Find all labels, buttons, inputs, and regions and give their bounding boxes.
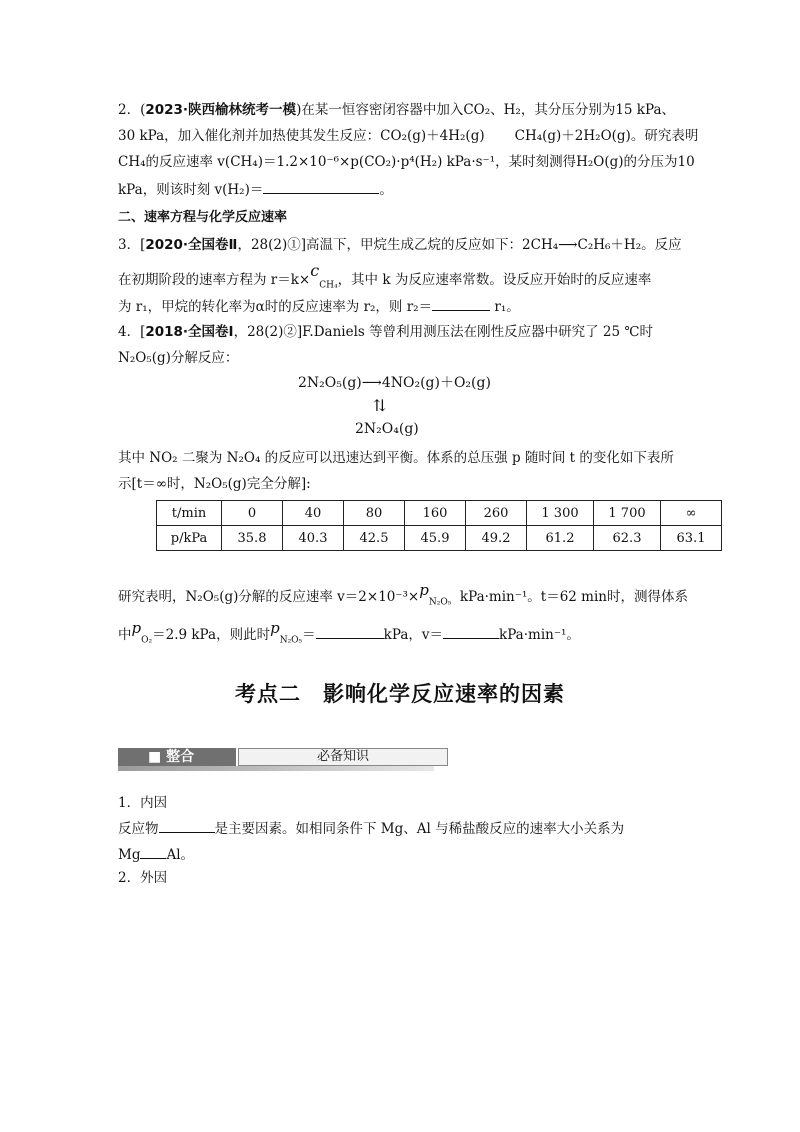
q3-text-2a: 在初期阶段的速率方程为 r＝k× [118,272,311,288]
q3-line-2 [118,261,652,296]
q4-source: 2018·全国卷Ⅰ [145,324,234,340]
q4-line-4: 示[t＝∞时，N₂O₅(g)完全分解]: [118,476,311,492]
q2-source: 2023·陕西榆林统考一模 [145,102,297,118]
item-1-line-2 [118,818,624,839]
q4-text-1: ，28(2)②]F.Daniels 等曾利用测压法在刚性反应器中研究了 25 ℃时 [233,324,653,340]
q2-line-2 [118,126,698,146]
c-symbol: c [310,261,320,280]
section-banner [118,748,434,770]
p-subscript: N₂O₅ [279,635,303,646]
q3-text-1: ，28(2)①]高温下，甲烷生成乙烷的反应如下：2CH₄⟶C₂H₆＋H₂。反应 [237,237,682,253]
q2-text-2a: 30 kPa，加入催化剂并加热使其发生反应：CO₂(g)＋4H₂(g) [118,128,485,144]
table-cell: 160 [405,501,466,526]
table-cell: 0 [222,501,283,526]
q4-line-2: N₂O₅(g)分解反应： [118,350,239,366]
table-cell: 35.8 [222,526,283,551]
q3-line-1 [118,235,682,255]
c-subscript: CH₄ [319,280,338,291]
table-cell: 61.2 [527,526,594,551]
q2-text-4b: 。 [379,182,393,198]
p-subscript: N₂O₅ [428,597,452,608]
q4-text-5a: 研究表明，N₂O₅(g)分解的反应速率 v＝2×10⁻³× [118,589,420,605]
pressure-time-table [156,500,722,551]
table-cell: 45.9 [405,526,466,551]
banner-label-dark [118,748,236,766]
q2-line-1 [118,100,675,120]
equilibrium-arrow-icon: ⇅ [373,396,387,415]
q4-text-6b: ＝2.9 kPa，则此时 [152,627,271,643]
table-cell: 40.3 [283,526,344,551]
q4-text-6d: kPa，v＝ [383,627,444,643]
table-cell: 80 [344,501,405,526]
equation-dimer: 2N₂O₄(g) [355,421,419,437]
q3-text-3b: r₁。 [494,299,520,315]
q4-text-5b: kPa·min⁻¹。t＝62 min时，测得体系 [459,589,688,605]
q4-text-6e: kPa·min⁻¹。 [499,627,580,643]
table-cell: ∞ [661,501,722,526]
table-cell: 1 700 [594,501,661,526]
compare-answer-blank[interactable] [140,844,166,859]
q3-line-3 [118,296,520,317]
q2-line-3: CH₄的反应速率 v(CH₄)＝1.2×10⁻⁶×p(CO₂)·p⁴(H₂) kPa·s⁻¹，某时刻测得H₂O(g)的分压为10 [118,154,695,170]
banner-label-light: 必备知识 [238,748,448,766]
item-1-text-c: Mg [118,847,141,863]
q3-number: 3．[ [118,237,146,253]
q2-line-4 [118,179,393,200]
banner-left-text: ■ 整合 [148,749,195,765]
q4-line-1 [118,322,653,342]
q2-text-1: )在某一恒容密闭容器中加入CO₂、H₂，其分压分别为15 kPa、 [296,102,675,118]
section-heading: 二、速率方程与化学反应速率 [118,210,288,225]
table-row [157,501,722,526]
table-header-cell: p/kPa [157,526,222,551]
table-cell: 40 [283,501,344,526]
item-1-heading: 1．内因 [118,795,168,811]
banner-shadow [118,766,434,771]
p-subscript: O₂ [141,635,153,646]
q2-text-4a: kPa，则该时刻 v(H₂)＝ [118,182,264,198]
table-row [157,526,722,551]
table-cell: 63.1 [661,526,722,551]
p-symbol: p [419,581,429,599]
table-cell: 49.2 [466,526,527,551]
q3-source: 2020·全国卷Ⅱ [145,237,238,253]
q3-text-2b: ，其中 k 为反应速率常数。设反应开始时的反应速率 [337,272,652,288]
q2-text-2b: CH₄(g)＋2H₂O(g)。研究表明 [514,128,699,144]
q2-answer-blank[interactable] [263,179,379,194]
item-2-heading: 2．外因 [118,870,168,886]
p-symbol: p [270,619,280,637]
q2-number: 2．( [118,102,146,118]
q4-line-6 [118,619,580,651]
item-1-text-a: 反应物 [118,821,159,837]
table-cell: 260 [466,501,527,526]
table-cell: 42.5 [344,526,405,551]
q4-line-3: 其中 NO₂ 二聚为 N₂O₄ 的反应可以迅速达到平衡。体系的总压强 p 随时间 t 的变化如下表所 [118,450,674,466]
item-1-text-b: 是主要因素。如相同条件下 Mg、Al 与稀盐酸反应的速率大小关系为 [214,821,625,837]
page-title: 考点二 影响化学反应速率的因素 [235,682,565,706]
p-symbol: p [131,619,142,637]
factor-answer-blank[interactable] [159,818,215,833]
q4-text-6c: ＝ [302,627,316,643]
item-1-line-3 [118,844,194,865]
q4-answer-blank-1[interactable] [316,624,384,639]
table-header-cell: t/min [157,501,222,526]
item-1-text-d: Al。 [166,847,195,863]
q4-line-5 [118,581,688,613]
q3-text-3a: 为 r₁，甲烷的转化率为α时的反应速率为 r₂，则 r₂＝ [118,299,433,315]
q4-text-6a: 中 [118,627,132,643]
table-cell: 62.3 [594,526,661,551]
q4-number: 4．[ [118,324,146,340]
table-cell: 1 300 [527,501,594,526]
equation-main: 2N₂O₅(g)⟶4NO₂(g)＋O₂(g) [298,375,491,391]
q4-answer-blank-2[interactable] [443,624,499,639]
q3-answer-blank[interactable] [432,296,490,311]
